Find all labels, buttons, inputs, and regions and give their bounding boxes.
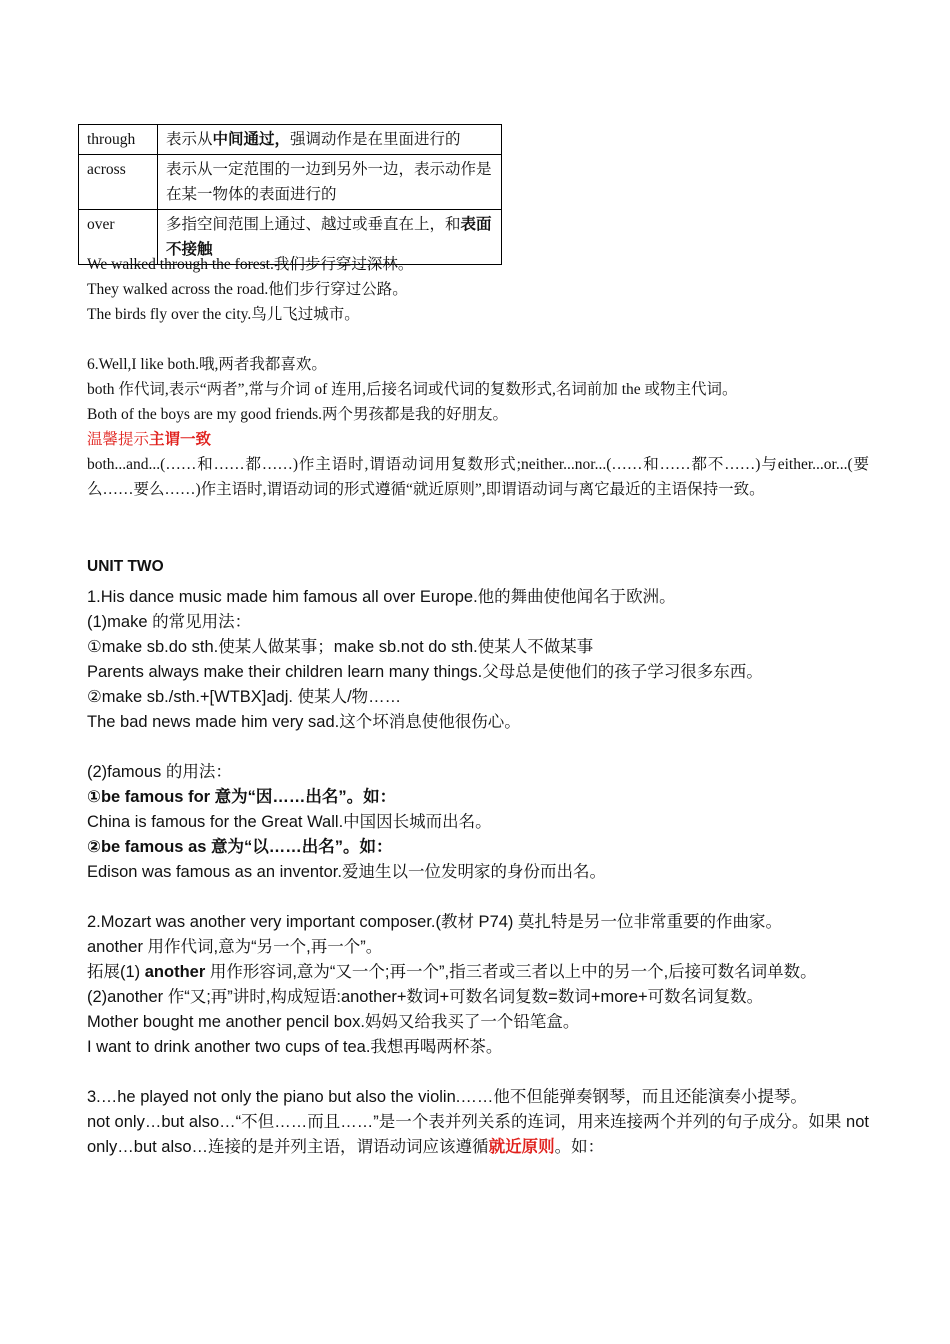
table-cell-word: across — [79, 155, 158, 210]
paragraph: ②make sb./sth.+[WTBX]adj. 使某人/物…… — [87, 688, 402, 706]
tip-paragraph: both...and...(……和……都……)作主语时,谓语动词用复数形式;neither...nor...(……和……都不……)与either...or...(要么……要么……)作主语时,谓语动词的形式遵循“就近原则”,即谓语动词与离它最近的主语保持一致。 — [87, 456, 869, 498]
unit-heading: UNIT TWO — [87, 558, 164, 575]
paragraph: (2)famous 的用法： — [87, 763, 232, 781]
table-cell-word: over — [79, 210, 158, 265]
table-cell-desc: 多指空间范围上通过、越过或垂直在上，和表面不接触 — [158, 210, 502, 265]
item-heading: 3.…he played not only the piano but also the violin.……他不但能弹奏钢琴，而且还能演奏小提琴。 — [87, 1088, 807, 1106]
example-sentence: We walked through the forest.我们步行穿过深林。 — [87, 256, 414, 273]
paragraph: both 作代词,表示“两者”,常与介词 of 连用,后接名词或代词的复数形式,名词前加 the 或物主代词。 — [87, 381, 738, 398]
rule-heading: ①be famous for 意为“因……出名”。如： — [87, 788, 397, 806]
rule-heading: ②be famous as 意为“以……出名”。如： — [87, 838, 393, 856]
example-sentence: Edison was famous as an inventor.爱迪生以一位发明家的身份而出名。 — [87, 863, 606, 881]
table-row — [79, 125, 502, 155]
example-sentence: Both of the boys are my good friends.两个男孩都是我的好朋友。 — [87, 406, 509, 423]
paragraph: ①make sb.do sth.使某人做某事；make sb.not do sth.使某人不做某事 — [87, 638, 594, 656]
item-heading: 6.Well,I like both.哦,两者我都喜欢。 — [87, 356, 327, 373]
tip-heading: 温馨提示主谓一致 — [87, 431, 212, 448]
example-sentence: The bad news made him very sad.这个坏消息使他很伤心。 — [87, 713, 521, 731]
paragraph: not only…but also…“不但……而且……”是一个表并列关系的连词，用来连接两个并列的句子成分。如果 not only…but also…连接的是并列主语，谓语动词应该遵循就近原则。如： — [87, 1113, 869, 1156]
table-row — [79, 155, 502, 210]
table-cell-desc: 表示从中间通过，强调动作是在里面进行的 — [158, 125, 502, 155]
example-sentence: Mother bought me another pencil box.妈妈又给我买了一个铅笔盒。 — [87, 1013, 580, 1031]
table-cell-desc: 表示从一定范围的一边到另外一边，表示动作是在某一物体的表面进行的 — [158, 155, 502, 210]
paragraph: (2)another 作“又;再”讲时,构成短语:another+数词+可数名词复数=数词+more+可数名词复数。 — [87, 988, 764, 1006]
item-heading: 2.Mozart was another very important composer.(教材 P74) 莫扎特是另一位非常重要的作曲家。 — [87, 913, 782, 931]
example-sentence: They walked across the road.他们步行穿过公路。 — [87, 281, 408, 298]
paragraph: (1)make 的常见用法： — [87, 613, 252, 631]
example-sentence: I want to drink another two cups of tea.我想再喝两杯茶。 — [87, 1038, 503, 1056]
section-unit-two — [87, 554, 869, 1160]
example-sentence: Parents always make their children learn many things.父母总是使他们的孩子学习很多东西。 — [87, 663, 763, 681]
table-cell-word: through — [79, 125, 158, 155]
preposition-table — [78, 124, 502, 265]
section-prepositions-examples — [87, 252, 869, 502]
example-sentence: China is famous for the Great Wall.中国因长城而出名。 — [87, 813, 492, 831]
item-heading: 1.His dance music made him famous all over Europe.他的舞曲使他闻名于欧洲。 — [87, 588, 676, 606]
paragraph: 拓展(1) another 用作形容词,意为“又一个;再一个”,指三者或三者以上中的另一个,后接可数名词单数。 — [87, 963, 817, 981]
example-sentence: The birds fly over the city.鸟儿飞过城市。 — [87, 306, 360, 323]
paragraph: another 用作代词,意为“另一个,再一个”。 — [87, 938, 383, 956]
